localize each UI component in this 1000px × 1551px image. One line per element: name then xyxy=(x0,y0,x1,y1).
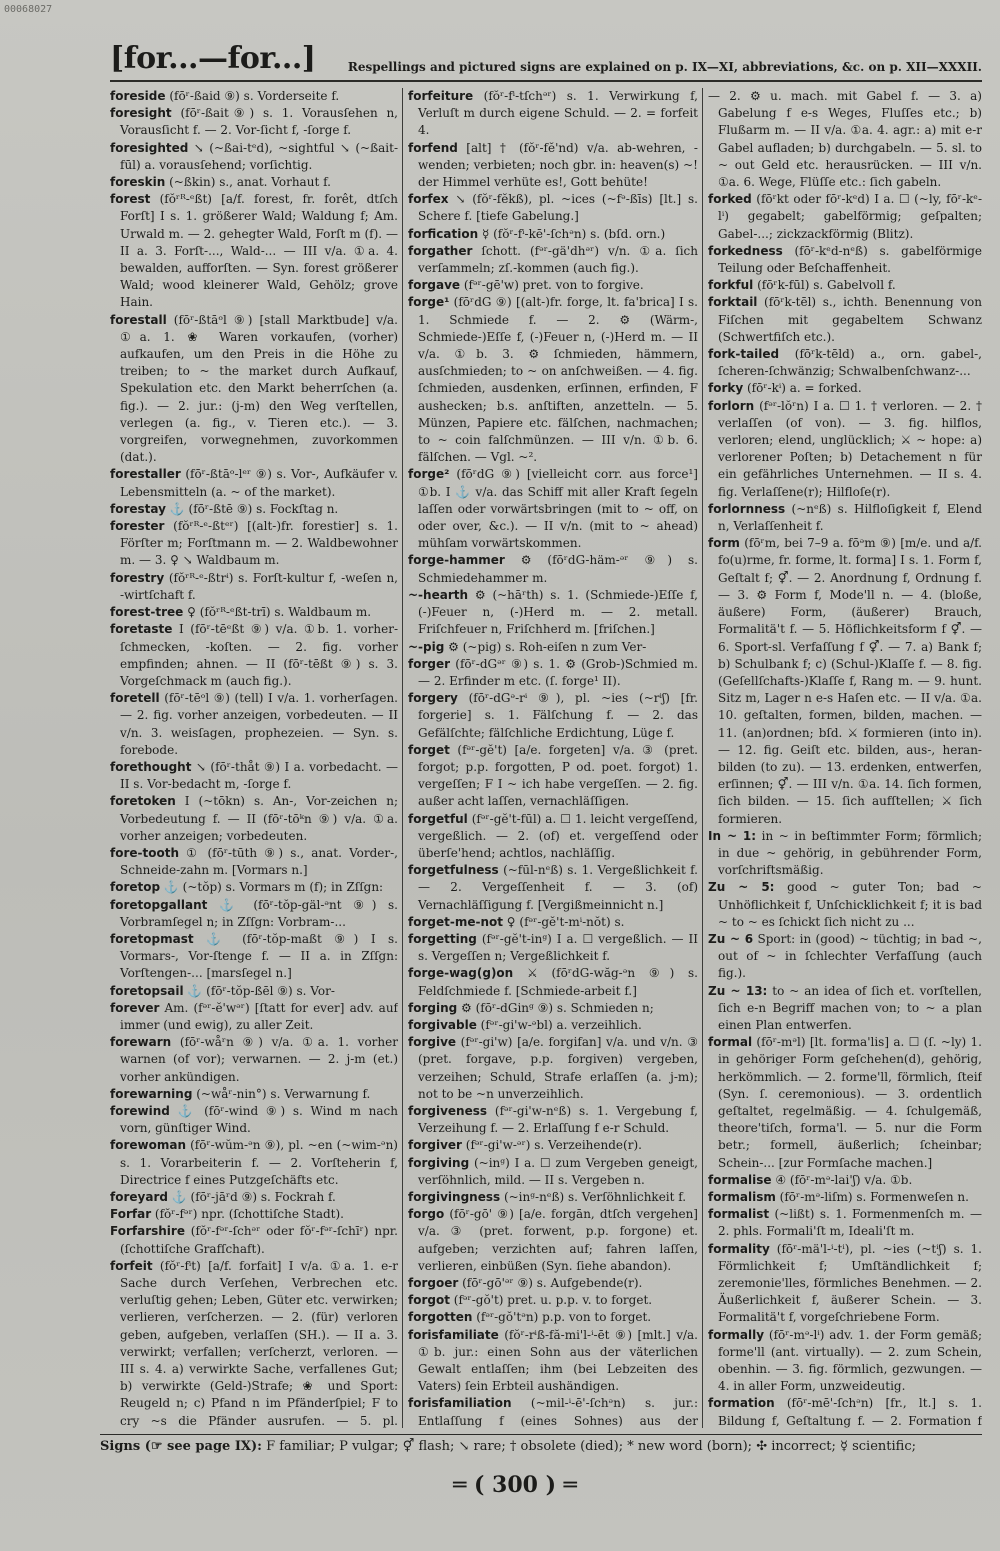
entry-headword: forked xyxy=(708,192,752,207)
entry-definition: ⚙ (fōʳ-dGinᵍ ⑨) s. Schmieden n; xyxy=(457,1000,654,1015)
dictionary-entry xyxy=(408,140,698,192)
entry-headword: foretoken xyxy=(110,794,176,809)
entry-headword: forfeit xyxy=(110,1258,153,1273)
entry-headword: forgery xyxy=(408,691,458,706)
dictionary-entry xyxy=(408,88,698,140)
entry-headword: foreside xyxy=(110,89,166,103)
dictionary-entry xyxy=(110,88,398,105)
dictionary-entry xyxy=(110,105,398,139)
dictionary-entry xyxy=(408,552,698,586)
dictionary-entry xyxy=(110,518,398,570)
dictionary-entry xyxy=(408,466,698,552)
entry-definition: (fōʳk-fūl) s. Gabelvoll f. xyxy=(753,278,896,293)
entry-headword: forever xyxy=(110,1000,160,1015)
entry-headword: forgo xyxy=(408,1207,445,1222)
entry-headword: forgetfulness xyxy=(408,863,499,878)
entry-headword: forewoman xyxy=(110,1138,186,1153)
dictionary-entry xyxy=(408,191,698,225)
column-2 xyxy=(408,88,698,1428)
entry-definition: ⚓ (fōʳ-tŏp-gäl-ᵊnt ⑨) s. Vorbramſegel n; in Zſſgn: Vorbram-... xyxy=(120,897,398,929)
entry-definition: (fōʳ-ßtāᵒ-lᵉʳ ⑨) s. Vor-, Aufkäufer v. Lebensmitteln (a. ~ of the market). xyxy=(120,467,398,499)
entry-headword: Zu ~ 5: xyxy=(708,880,775,895)
entry-definition: ⚓ (fōʳ-ßtē ⑨) s. Fockſtag n. xyxy=(165,501,339,516)
dictionary-entry xyxy=(408,1189,698,1206)
entry-headword: ~-pig xyxy=(408,639,445,654)
entry-definition: (fōʳ-dGᵊʳ ⑨) s. 1. ⚙ (Grob-)Schmied m. — 2. Erfinder m etc. (ſ. forge¹ II). xyxy=(418,656,698,688)
entry-headword: forget xyxy=(408,742,450,757)
entry-definition: ⚓ (fōʳ-wind ⑨) s. Wind m nach vorn, günſtiger Wind. xyxy=(120,1103,398,1136)
entry-headword: forgiving xyxy=(408,1155,470,1170)
columns xyxy=(110,88,982,1428)
entry-headword: foretopsail xyxy=(110,983,184,998)
entry-definition: (fōʳdG ⑨) [vielleicht corr. aus force¹] ①b. I ⚓ v/a. das Schiff mit aller Kraft ſegeln laſſen oder vorwärtsbringen (mit to ~ off, on oder over, &c.). — II v/n. (mit to ~ ahead) mühſam vorwärtskommen. xyxy=(418,467,698,551)
entry-headword: forethought xyxy=(110,759,192,774)
entry-definition: (fōʳ-ßtāᵒl ⑨) [stall Marktbude] v/a. ①a. 1. ❀ Waren vorkaufen, (vorher) aufkaufen, um den Preis in die Höhe zu treiben; to ~ the market durch Aufkauf, Spekulation etc. den Markt beherrſchen (a. fig.). — 2. jur.: (j-m) den Weg verſtellen, verlegen (a. fig., v. Tieren etc.). — 3. vorgreifen, vorwegnehmen, zuvorkommen (dat.). xyxy=(120,312,398,465)
entry-headword: forestry xyxy=(110,570,165,585)
entry-definition: (fŏʳᴿ-ᵉßt) [a/f. forest, fr. forêt, dtſch Forſt] I s. 1. größerer Wald; Waldung f; Am. Urwald m. — 2. gehegter Wald, Forſt m (f). — II a. 3. Forſt-..., Wald-... — III v/a. ①a. 4. bewalden, aufforſten. — Syn. forest größerer Wald; wood kleinerer Wald, Gehölz; grove Hain. xyxy=(120,192,398,310)
entry-definition: (fōʳ-kᵉd-nᵉß) s. gabelförmige Teilung oder Beſchaffenheit. xyxy=(718,243,982,276)
dictionary-entry xyxy=(110,1137,398,1189)
dictionary-entry xyxy=(408,1309,698,1326)
dictionary-entry xyxy=(408,1137,698,1154)
entry-definition: (fᵊʳ-gŏ't) pret. u. p.p. v. to forget. xyxy=(449,1293,653,1308)
entry-headword: foresighted xyxy=(110,140,189,155)
column-divider xyxy=(402,88,403,1428)
entry-headword: forktail xyxy=(708,295,758,310)
dictionary-entry xyxy=(708,294,982,346)
dictionary-entry xyxy=(110,1258,398,1428)
dictionary-entry xyxy=(408,1275,698,1292)
entry-headword: forest xyxy=(110,192,151,207)
entry-definition: Am. (fᵊʳ-ĕ'wᵊʳ) [ſtatt for ever] adv. auf immer (und ewig), zu aller Zeit. xyxy=(120,1000,398,1032)
entry-headword: forgoer xyxy=(408,1276,459,1291)
entry-headword: forgather xyxy=(408,243,473,258)
entry-definition: ⚓ (fōʳ-jāʳd ⑨) s. Fockrah f. xyxy=(167,1190,336,1204)
entry-headword: Forfarshire xyxy=(110,1224,185,1239)
entry-definition: (fᵊʳ-gē'w) pret. von to forgive. xyxy=(460,278,644,293)
scan-id: 00068027 xyxy=(4,4,53,15)
dictionary-entry xyxy=(110,191,398,311)
dictionary-entry xyxy=(110,174,398,191)
entry-definition: I (fōʳ-tēᵉßt ⑨) v/a. ①b. 1. vorher-ſchmecken, -koſten. — 2. fig. vorher empfinden; ahnen. — II (fōʳ-tēßt ⑨) s. 3. Vorgeſchmack m (auch fig.). xyxy=(120,622,398,688)
dictionary-entry xyxy=(708,243,982,277)
entry-definition: (fōʳ-gō'ᵊʳ ⑨) s. Aufgebende(r). xyxy=(458,1276,643,1291)
entry-definition: (fōʳk-tēld) a., orn. gabel-, ſcheren-ſchwänzig; Schwalbenſchwanz-... xyxy=(718,347,982,379)
dictionary-entry xyxy=(110,845,398,879)
dictionary-entry xyxy=(708,501,982,535)
dictionary-entry xyxy=(708,879,982,931)
entry-headword: foreskin xyxy=(110,175,166,190)
entry-headword: forewarn xyxy=(110,1035,172,1050)
entry-definition: (fōʳ-dGᵊ-rⁱ ⑨), pl. ~ies (~rⁱʃ) [fr. forgerie] s. 1. Fälſchung f. — 2. das Gefälſchte; fälſchliche Erdichtung, Lüge f. xyxy=(418,691,698,740)
dictionary-entry xyxy=(408,965,698,999)
dictionary-entry xyxy=(408,1034,698,1103)
dictionary-entry xyxy=(110,1189,398,1206)
entry-headword: Forfar xyxy=(110,1207,152,1222)
entry-definition: ↘ (fŏʳ-fĕkß), pl. ~ices (~fᵊ-ßīs) [lt.] s. Schere f. [tiefe Gabelung.] xyxy=(418,192,698,224)
dictionary-entry xyxy=(110,983,398,1000)
entry-headword: forge-hammer xyxy=(408,553,505,568)
entry-headword: forewind xyxy=(110,1103,170,1118)
entry-headword: forgive xyxy=(408,1035,457,1050)
dictionary-entry xyxy=(110,570,398,604)
entry-headword: forkful xyxy=(708,278,754,293)
entry-definition: (fᵊʳ-lŏʳn) I a. ☐ 1. † verloren. — 2. † verlaſſen (of von). — 3. fig. hilflos, verloren; elend, unglücklich; ⚔ ~ hope: a) verlorener Poſten; b) Detachement n für ein gefährliches Unternehmen. — II s. 4. fig. Verlaſſene(r); Hilfloſe(r). xyxy=(718,398,982,499)
dictionary-entry xyxy=(408,226,698,243)
entry-headword: foretopmast xyxy=(110,931,194,946)
dictionary-entry xyxy=(708,1172,982,1189)
dictionary-entry xyxy=(708,983,982,1035)
signs-label: Signs (☞ see page IX): xyxy=(100,1439,262,1454)
entry-definition: (fōʳ-ßaid ⑨) s. Vorderseite f. xyxy=(165,89,340,103)
entry-headword: fore-tooth xyxy=(110,845,180,860)
entry-definition: (~mil-ⁱ-ē'-ſchᵊn) s. jur.: Entlaſſung f (eines Sohnes) aus der xyxy=(418,1396,698,1428)
entry-headword: forewarning xyxy=(110,1086,193,1101)
dictionary-entry xyxy=(110,1206,398,1223)
entry-definition: (~fūl-nᵉß) s. 1. Vergeßlichkeit f. — 2. Vergeſſenheit f. — 3. (of) Vernachläſſigung f. [Vergißmeinnicht n.] xyxy=(418,863,698,912)
dictionary-entry xyxy=(408,1017,698,1034)
entry-definition: (fŏʳ-fᵊʳ) npr. (ſchottiſche Stadt). xyxy=(151,1207,344,1222)
dictionary-entry xyxy=(110,759,398,793)
entry-definition: (~lißt) s. 1. Formenmenſch m. — 2. phls. Formali'ſt m, Ideali'ſt m. xyxy=(718,1207,982,1239)
entry-definition: — 2. ⚙ u. mach. mit Gabel f. — 3. a) Gabelung f e-s Weges, Fluſſes etc.; b) Flußarm m. — II v/a. ①a. 4. agr.: a) mit e-r Gabel aufladen; b) durchgabeln. — 5. sl. to ~ out Geld etc. herausrücken. — III v/n. ①a. 6. Wege, Flüſſe etc.: ſich gabeln. xyxy=(708,89,982,190)
entry-headword: formalise xyxy=(708,1172,772,1187)
dictionary-entry xyxy=(408,587,698,639)
entry-headword: In ~ 1: xyxy=(708,828,757,843)
entry-headword: forfication xyxy=(408,226,479,241)
entry-headword: forgivingness xyxy=(408,1190,501,1204)
entry-headword: formality xyxy=(708,1241,770,1256)
entry-definition: (fōʳ-mᵊ-liſm) s. Formenweſen n. xyxy=(775,1190,969,1204)
entry-headword: forgiveness xyxy=(408,1103,488,1118)
column-3 xyxy=(708,88,982,1428)
dictionary-entry xyxy=(408,742,698,811)
entry-definition: (fōʳ-mᵊ-lⁱ) adv. 1. der Form gemäß; forme'll (ant. virtually). — 2. zum Schein, obenhin. — 3. fig. förmlich, gezwungen. — 4. in aller Form, unzweideutig. xyxy=(718,1327,982,1394)
entry-headword: ~-hearth xyxy=(408,587,469,602)
dictionary-entry xyxy=(110,690,398,759)
entry-definition: (fōʳdG ⑨) [(alt-)fr. forge, lt. fa'brica] I s. 1. Schmiede f. — 2. ⚙ (Wärm-, Schmiede-)Eſſe f, (-)Feuer n, (-)Herd m. — II v/a. ①b. 3. ⚙ ſchmieden, hämmern, ausſchmieden; to ~ on anſchweißen. — 4. fig. ſchmieden, ausdenken, erſinnen, erfinden, F aushecken; b.s. anſtiften, anzetteln. — 5. Münzen, Papiere etc. fälſchen, nachmachen; to ~ coin falſchmünzen. — III v/n. ①b. 6. fälſchen. — Vgl. ~². xyxy=(418,295,698,465)
entry-definition: (fōʳ-ßait⑨) s. 1. Vorausſehen n, Vorausſicht f. — 2. Vor-ſicht f, -ſorge f. xyxy=(120,106,398,138)
entry-definition: (fōʳ-mä'l-ⁱ-tⁱ), pl. ~ies (~tⁱʃ) s. 1. Förmlichkeit f; Umſtändlichkeit f; zeremonie'lles, förmliches Benehmen. — 2. Äußerlichkeit f, äußerer Schein. — 3. Formalitä't f, vorgeſchriebene Form. xyxy=(718,1241,982,1325)
entry-definition: (fᵊʳ-gĕ't-fūl) a. ☐ 1. leicht vergeſſend, vergeßlich. — 2. (of) et. vergeſſend oder überſe'hend; achtlos, nachläſſig. xyxy=(418,811,698,860)
dictionary-entry xyxy=(110,931,398,983)
entry-definition: (fᵊʳ-gi'w-ᵊʳ) s. Verzeihende(r). xyxy=(461,1138,642,1153)
entry-headword: Zu ~ 13: xyxy=(708,983,768,998)
entry-headword: forge¹ xyxy=(408,295,450,310)
dictionary-entry xyxy=(110,312,398,467)
dictionary-entry xyxy=(708,191,982,243)
entry-headword: forky xyxy=(708,381,744,396)
entry-definition: (fōʳk-tēl) s., ichth. Benennung von Fiſchen mit gegabeltem Schwanz (Schwertfiſch etc.). xyxy=(718,295,982,344)
entry-headword: forge² xyxy=(408,467,450,482)
dictionary-entry xyxy=(408,1103,698,1137)
dictionary-entry xyxy=(708,1034,982,1172)
entry-definition: ⚙ (fōʳdG-häm-ᵊʳ ⑨) s. Schmiedehammer m. xyxy=(418,553,698,585)
dictionary-entry xyxy=(110,1086,398,1103)
dictionary-entry xyxy=(110,621,398,690)
entry-definition: (~wåʳ-nin°) s. Verwarnung f. xyxy=(192,1086,371,1101)
entry-definition: ⚔ (fōʳdG-wăg-ᵊn ⑨) s. Feldſchmiede f. [Schmiede-arbeit f.] xyxy=(418,966,698,998)
entry-headword: formal xyxy=(708,1035,753,1050)
dictionary-entry xyxy=(408,656,698,690)
entry-headword: forestaller xyxy=(110,467,181,482)
dictionary-entry xyxy=(408,1000,698,1017)
entry-headword: foreyard xyxy=(110,1190,168,1204)
entry-definition: ſchott. (fᵊʳ-gä'dhᵊʳ) v/n. ①a. ſich verſammeln; zſ.-kommen (auch fig.). xyxy=(418,243,698,276)
entry-definition: in ~ in beſtimmter Form; förmlich; in due ~ gehörig, in gebührender Form, vorſchriftsmäßig. xyxy=(718,828,982,878)
dictionary-entry xyxy=(708,380,982,397)
entry-definition: (fōʳ-gō' ⑨) [a/e. forgān, dtſch vergehen] v/a. ③ (pret. forwent, p.p. forgone) et. aufgeben; verzichten auf; fahren laſſen, verlieren, einbüßen (Syn. ſiehe abandon). xyxy=(418,1207,698,1273)
dictionary-entry xyxy=(110,140,398,174)
dictionary-entry xyxy=(110,1000,398,1034)
dictionary-entry xyxy=(408,811,698,863)
entry-range: [for...—for...] xyxy=(110,41,316,76)
dictionary-entry xyxy=(408,1395,698,1428)
entry-definition: [alt] † (fŏʳ-fĕ'nd) v/a. ab-wehren, -wenden; verbieten; noch gbr. in: heaven(s) ~! der Himmel verhüte es!, Gott behüte! xyxy=(418,140,698,190)
entry-definition: (fōʳ-wŭm-ᵊn ⑨), pl. ~en (~wim-ᵊn) s. 1. Vorarbeiterin f. — 2. Vorſteherin f, Directrice f eines Putzgeſchäfts etc. xyxy=(120,1138,398,1187)
entry-definition: ⚙ (~pig) s. Roh-eiſen n zum Ver- xyxy=(444,639,647,654)
entry-definition: ⚓ (fōʳ-tŏp-ßēl ⑨) s. Vor- xyxy=(183,983,335,998)
entry-definition: ⚙ (~hāʳth) s. 1. (Schmiede-)Eſſe f, (-)Feuer n, (-)Herd m. — 2. metall. Friſchfeuer n, Friſchherd m. [friſchen.] xyxy=(418,587,698,637)
entry-definition: (fᵊʳ-gi'w-ᵊbl) a. verzeihlich. xyxy=(476,1017,642,1032)
entry-headword: fork-tailed xyxy=(708,347,780,362)
entry-headword: foretopgallant xyxy=(110,897,208,912)
entry-definition: I (~tōkn) s. An-, Vor-zeichen n; Vorbedeutung f. — II (fōʳ-tōᵏn ⑨) v/a. ①a. vorher anzeigen; vorbedeuten. xyxy=(120,794,398,843)
entry-headword: forgivable xyxy=(408,1017,477,1032)
entry-definition: (fōʳ-tēᵒl ⑨) (tell) I v/a. 1. vorherſagen. — 2. fig. vorher anzeigen, vorbedeuten. — II v/n. 3. weisſagen, prophezeien. — Syn. s. forebode. xyxy=(120,691,398,757)
column-divider xyxy=(702,88,703,1428)
dictionary-entry xyxy=(408,1292,698,1309)
dictionary-entry xyxy=(408,639,698,656)
header-note: Respellings and pictured signs are explained on p. IX—XI, abbreviations, &c. on p. XII—XXXII. xyxy=(347,60,982,74)
entry-headword: form xyxy=(708,536,740,551)
column-1 xyxy=(110,88,398,1428)
dictionary-entry xyxy=(408,294,698,466)
entry-definition: ↘ (~ßai-tᵉd), ~sightful ↘ (~ßait-fūl) a. vorausſehend; vorſichtig. xyxy=(120,140,398,172)
entry-definition: ☿ (fŏʳ-fⁱ-kē'-ſchᵊn) s. (bſd. orn.) xyxy=(478,226,666,241)
entry-definition: (~inᵍ) I a. ☐ zum Vergeben geneigt, verſöhnlich, mild. — II s. Vergeben n. xyxy=(418,1155,698,1187)
dictionary-entry xyxy=(408,914,698,931)
entry-headword: forgiver xyxy=(408,1138,462,1153)
entry-definition: (fᵊʳ-gĕ't-inᵍ) I a. ☐ vergeßlich. — II s. Vergeſſen n; Vergeßlichkeit f. xyxy=(418,931,698,964)
entry-headword: forisfamiliate xyxy=(408,1327,499,1342)
entry-definition: (fŏʳᴿ-ᵉ-ßtrⁱ) s. Forſt-kultur f, -weſen n, -wirtſchaft f. xyxy=(120,570,398,602)
signs-legend: F familiar; P vulgar; ⚥ flash; ↘ rare; † obsolete (died); * new word (born); ✣ incorrect; ☿ scientific; xyxy=(261,1439,916,1454)
entry-definition: (fᵊʳ-gi'w-nᵉß) s. 1. Vergebung f, Verzeihung f. — 2. Erlaſſung f e-r Schuld. xyxy=(418,1103,698,1136)
entry-definition: (fōʳ-mᵊl) [lt. forma'lis] a. ☐ (ſ. ~ly) 1. in gehöriger Form geſchehen(d), gehörig, herkömmlich. — 2. forme'll, förmlich, ſteif (Syn. ſ. ceremonious). — 3. ordentlich geſtaltet, regelmäßig. — 4. ſchulgemäß, theore'tiſch, forma'l. — 5. nur die Form betr.; formell, äußerlich; ſcheinbar; Schein-... [zur Formſache machen.] xyxy=(718,1035,982,1170)
entry-definition: (fᵊʳ-gŏ'tᵊn) p.p. von to forget. xyxy=(472,1310,652,1325)
entry-headword: forger xyxy=(408,656,451,671)
dictionary-entry xyxy=(408,1206,698,1275)
entry-headword: forgetting xyxy=(408,931,477,946)
entry-headword: forge-wag(g)on xyxy=(408,966,514,981)
entry-headword: forgot xyxy=(408,1293,450,1308)
entry-definition: ♀ (fᵊʳ-gĕ't-mⁱ-nŏt) s. xyxy=(502,914,625,929)
entry-definition: (fᵊʳ-gi'w) [a/e. forgifan] v/a. und v/n. ③ (pret. forgave, p.p. forgiven) vergeben, verzeihen; Schuld, Strafe erlaſſen (a. j-m); not to be ~n unverzeihlich. xyxy=(418,1035,698,1101)
entry-definition: ① (fōʳ-tūth ⑨) s., anat. Vorder-, Schneide-zahn m. [Vormars n.] xyxy=(120,845,398,878)
dictionary-entry xyxy=(408,243,698,277)
entry-definition: ↘ (fōʳ-thåt ⑨) I a. vorbedacht. — II s. Vor-bedacht m, -ſorge f. xyxy=(120,759,398,792)
dictionary-entry xyxy=(110,1223,398,1257)
entry-definition: (fŏʳ-fᵊʳ-ſchᵊʳ oder fŏʳ-fᵊʳ-ſchīʳ) npr. (ſchottiſche Grafſchaft). xyxy=(120,1224,398,1256)
dictionary-entry xyxy=(708,88,982,191)
entry-headword: forestay xyxy=(110,501,166,516)
dictionary-entry xyxy=(408,277,698,294)
entry-definition: (fōʳm, bei 7–9 a. fōᵊm ⑨) [m/e. und a/f. fo(u)rme, fr. forme, lt. forma] I s. 1. Form f, Geſtalt f; ⚥. — 2. Anordnung f, Ordnung f. — 3. ⚙ Form f, Mode'll n. — 4. (bloße, äußere) Form, (äußerer) Brauch, Formalitä't f. — 5. Höflichkeitsform f ⚥. — 6. Sport-sl. Verfaſſung f ⚥. — 7. a) Bank f; b) Schulbank f; c) (Schul-)Klaſſe f. — 8. fig. (Geſellſchafts-)Klaſſe f, Rang m. — 9. hunt. Sitz m, Lager n e-s Haſen etc. — II v/a. ①a. 10. geſtalten, formen, bilden, machen. — 11. (an)ordnen; bſd. ⚔ formieren (into in). — 12. fig. Geiſt etc. bilden, aus-, heran-bilden (to zu). — 13. erdenken, entwerfen, erſinnen; ⚥. — III v/n. ①a. 14. ſich formen, ſich bilden. — 15. ſich aufſtellen; ⚔ ſich formieren. xyxy=(718,536,982,826)
entry-definition: Sport: in (good) ~ tüchtig; in bad ~, out of ~ in ſchlechter Verfaſſung (auch fig.). xyxy=(718,931,982,981)
dictionary-entry xyxy=(408,690,698,742)
entry-headword: forlornness xyxy=(708,501,786,516)
entry-definition: (~ßkin) s., anat. Vorhaut f. xyxy=(165,175,331,190)
entry-headword: formalism xyxy=(708,1190,776,1204)
page-header xyxy=(110,40,982,82)
dictionary-entry xyxy=(708,931,982,983)
dictionary-entry xyxy=(408,931,698,965)
dictionary-entry xyxy=(110,793,398,845)
entry-headword: forgotten xyxy=(408,1310,473,1325)
dictionary-entry xyxy=(708,535,982,827)
entry-definition: (fᵊʳ-gĕ't) [a/e. forgeten] v/a. ③ (pret. forgot; p.p. forgotten, P od. poet. forgot) 1. vergeſſen; F I ~ ich habe vergeſſen. — 2. fig. außer acht laſſen, vernachläſſigen. xyxy=(418,742,698,809)
entry-definition: (fŏʳ-fⁱt) [a/f. forfait] I v/a. ①a. 1. e-r Sache durch Verſehen, Verbrechen etc. verluſtig gehen; Leben, Güter etc. verwirken; verlieren, verſcherzen. — 2. (für) verloren geben, aufgeben, verlaſſen (SH.). — II a. 3. verwirkt; verfallen; verſcherzt, verloren. — III s. 4. a) verwirkte Sache, verfallenes Gut; b) verwirkte (Geld-)Strafe; ❀ und Sport: Reugeld n; c) Pfand n im Pfänderſpiel; F to cry ~s die Pfänder ausrufen. — 5. pl. xyxy=(120,1258,398,1428)
dictionary-entry xyxy=(110,604,398,621)
dictionary-entry xyxy=(708,1241,982,1327)
dictionary-entry xyxy=(708,1206,982,1240)
entry-headword: forfeiture xyxy=(408,89,474,103)
dictionary-entry xyxy=(110,897,398,931)
dictionary-entry xyxy=(408,862,698,914)
entry-headword: foretop xyxy=(110,880,161,895)
entry-definition: (fōʳkt oder fōʳ-kᵉd) I a. ☐ (~ly, fōʳ-kᵉ-lⁱ) gegabelt; gabelförmig; geſpalten; Gabel-...; zickzackförmig (Blitz). xyxy=(718,192,982,241)
entry-headword: forgave xyxy=(408,278,461,293)
entry-definition: ♀ (fŏʳᴿ-ᵉßt-trī) s. Waldbaum m. xyxy=(183,605,372,620)
entry-headword: foresight xyxy=(110,106,172,121)
dictionary-entry xyxy=(708,1395,982,1428)
dictionary-entry xyxy=(110,879,398,896)
dictionary-entry xyxy=(708,1327,982,1396)
signs-footer xyxy=(100,1434,982,1467)
dictionary-entry xyxy=(708,1189,982,1206)
dictionary-entry xyxy=(708,398,982,501)
entry-definition: (fōʳ-wåʳn ⑨) v/a. ①a. 1. vorher warnen (of vor); verwarnen. — 2. j-m (et.) vorher ankündigen. xyxy=(120,1035,398,1084)
dictionary-entry xyxy=(110,466,398,500)
entry-definition: (~nᵉß) s. Hilfloſigkeit f, Elend n, Verlaſſenheit f. xyxy=(718,501,982,534)
entry-definition: (fŏʳ-fⁱ-tſchᵊʳ) s. 1. Verwirkung f, Verluſt m durch eigene Schuld. — 2. = forfeit 4. xyxy=(418,89,698,138)
entry-headword: formally xyxy=(708,1327,765,1342)
dictionary-entry xyxy=(708,346,982,380)
page-number: ═ ( 300 ) ═ xyxy=(453,1472,577,1498)
entry-headword: formalist xyxy=(708,1207,770,1222)
dictionary-entry xyxy=(408,1155,698,1189)
entry-definition: (fōʳ-kⁱ) a. = forked. xyxy=(743,381,862,396)
dictionary-entry xyxy=(110,501,398,518)
entry-definition: (~inᵍ-nᵉß) s. Verſöhnlichkeit f. xyxy=(500,1190,687,1204)
entry-headword: forfend xyxy=(408,140,458,155)
entry-headword: forisfamiliation xyxy=(408,1396,512,1411)
entry-headword: formation xyxy=(708,1396,775,1411)
entry-headword: foretaste xyxy=(110,622,173,637)
entry-headword: forging xyxy=(408,1000,458,1015)
entry-headword: forkedness xyxy=(708,243,783,258)
entry-headword: forfex xyxy=(408,192,449,207)
entry-headword: forester xyxy=(110,519,165,534)
entry-definition: (fōʳ-mē'-ſchᵊn) [fr., lt.] s. 1. Bildung f, Geſtaltung f. — 2. Formation f xyxy=(718,1396,982,1428)
entry-headword: forest-tree xyxy=(110,605,184,620)
dictionary-entry xyxy=(408,1327,698,1396)
entry-definition: (fŏʳᴿ-ᵉ-ßtᵉʳ) [(alt-)fr. forestier] s. 1. Förſter m; Forſtmann m. — 2. Waldbewohner m. — 3. ♀ ↘ Waldbaum m. xyxy=(120,519,398,568)
dictionary-entry xyxy=(708,828,982,880)
entry-headword: forlorn xyxy=(708,398,755,413)
entry-headword: foretell xyxy=(110,691,160,706)
entry-definition: ④ (fōʳ-mᵊ-lai'ʃ) v/a. ①b. xyxy=(771,1172,913,1187)
entry-headword: forestall xyxy=(110,312,167,327)
entry-headword: Zu ~ 6 xyxy=(708,931,754,946)
dictionary-entry xyxy=(708,277,982,294)
entry-definition: ⚓ (fōʳ-tŏp-maßt ⑨) I s. Vormars-, Vor-ſtenge f. — II a. in Zſſgn: Vorſtengen-... [marsſegel n.] xyxy=(120,931,398,981)
entry-definition: to ~ an idea of ſich et. vorſtellen, ſich e-n Begriff machen von; to ~ a plan einen Plan entwerfen. xyxy=(718,983,982,1032)
entry-definition: (fŏʳ-rⁱß-fă-mi'l-ⁱ-ēt ⑨) [mlt.] v/a. ①b. jur.: einen Sohn aus der väterlichen Gewalt entlaſſen; ihm (bei Lebzeiten des Vaters) ſein Erbteil aushändigen. xyxy=(418,1327,698,1394)
entry-headword: forgetful xyxy=(408,811,468,826)
entry-definition: ⚓ (~tŏp) s. Vormars m (f); in Zſſgn: xyxy=(160,880,384,895)
dictionary-entry xyxy=(110,1034,398,1086)
entry-headword: forget-me-not xyxy=(408,914,503,929)
dictionary-entry xyxy=(110,1103,398,1137)
entry-definition: good ~ guter Ton; bad ~ Unhöflichkeit f, Unſchicklichkeit f; it is bad ~ to ~ es ſchickt ſich nicht zu ... xyxy=(718,880,982,929)
